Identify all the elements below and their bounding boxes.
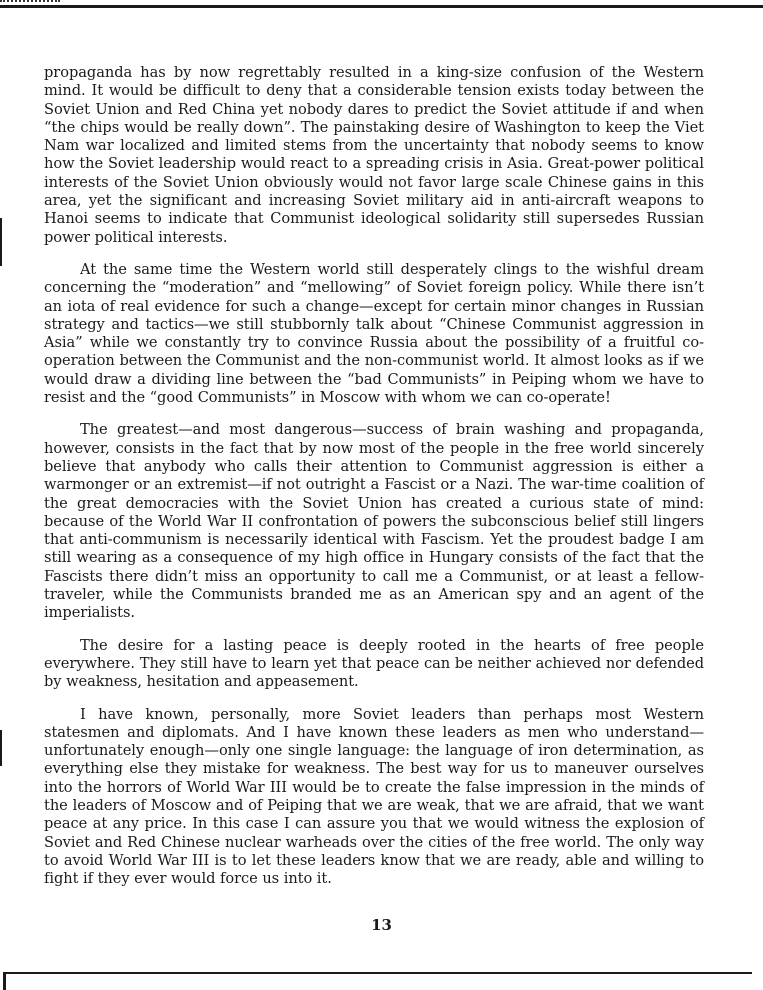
margin-mark [0, 218, 2, 266]
page-body [44, 64, 704, 902]
margin-mark [0, 730, 2, 766]
paragraph-4: The desire for a lasting peace is deeply rooted in the hearts of free people everywhere. They still have to learn yet that peace can be neither achieved nor defended by weakness, hesitation and appeasement. [44, 636, 704, 691]
paragraph-3: The greatest—and most dangerous—success of brain washing and propaganda, however, consists in the fact that by now most of the people in the free world sincerely believe that anybody who calls their attention to Communist aggression is either a warmonger or an extremist—if not outright a Fascist or a Nazi. The war-time coalition of the great democracies with the Soviet Union has created a curious state of mind: because of the World War II confrontation of powers the subconscious belief still lingers that anti-communism is necessarily identical with Fascism. Yet the proudest badge I am still wearing as a consequence of my high office in Hungary consists of the fact that the Fascists there didn’t miss an opportunity to call me a Communist, or at least a fellow-traveler, while the Communists branded me as an American spy and an agent of the imperialists. [44, 421, 704, 622]
bottom-corner-mark [3, 972, 6, 990]
paragraph-5: I have known, personally, more Soviet leaders than perhaps most Western statesmen and diplomats. And I have known these leaders as men who understand—unfortunately enough—only one single language: the language of iron determination, as everything else they mistake for weakness. The best way for us to maneuver ourselves into the horrors of World War III would be to create the false impression in the minds of the leaders of Moscow and of Peiping that we are weak, that we are afraid, that we want peace at any price. In this case I can assure you that we would witness the explosion of Soviet and Red Chinese nuclear warheads over the cities of the free world. The only way to avoid World War III is to let these leaders know that we are ready, able and willing to fight if they ever would force us into it. [44, 705, 704, 888]
page-number: 13 [371, 916, 392, 934]
paragraph-2: At the same time the Western world still desperately clings to the wishful dream concerning the “moderation” and “mellowing” of Soviet foreign policy. While there isn’t an iota of real evidence for such a change—except for certain minor changes in Russian strategy and tactics—we still stubbornly talk about “Chinese Communist aggression in Asia” while we constantly try to convince Russia about the possibility of a fruitful co-operation between the Communist and the non-communist world. It almost looks as if we would draw a dividing line between the “bad Communists” in Peiping whom we have to resist and the “good Communists” in Moscow with whom we can co-operate! [44, 260, 704, 407]
paragraph-1: propaganda has by now regrettably resulted in a king-size confusion of the Western mind. It would be difficult to deny that a considerable tension exists today between the Soviet Union and Red China yet nobody dares to predict the Soviet attitude if and when “the chips would be really down”. The painstaking desire of Washington to keep the Viet Nam war localized and limited stems from the uncertainty that nobody seems to know how the Soviet leadership would react to a spreading crisis in Asia. Great-power political interests of the Soviet Union obviously would not favor large scale Chinese gains in this area, yet the significant and increasing Soviet military aid in anti-aircraft weapons to Hanoi seems to indicate that Communist ideological solidarity still supersedes Russian power political interests. [44, 64, 704, 246]
top-rule [0, 5, 763, 8]
bottom-rule [6, 972, 752, 974]
